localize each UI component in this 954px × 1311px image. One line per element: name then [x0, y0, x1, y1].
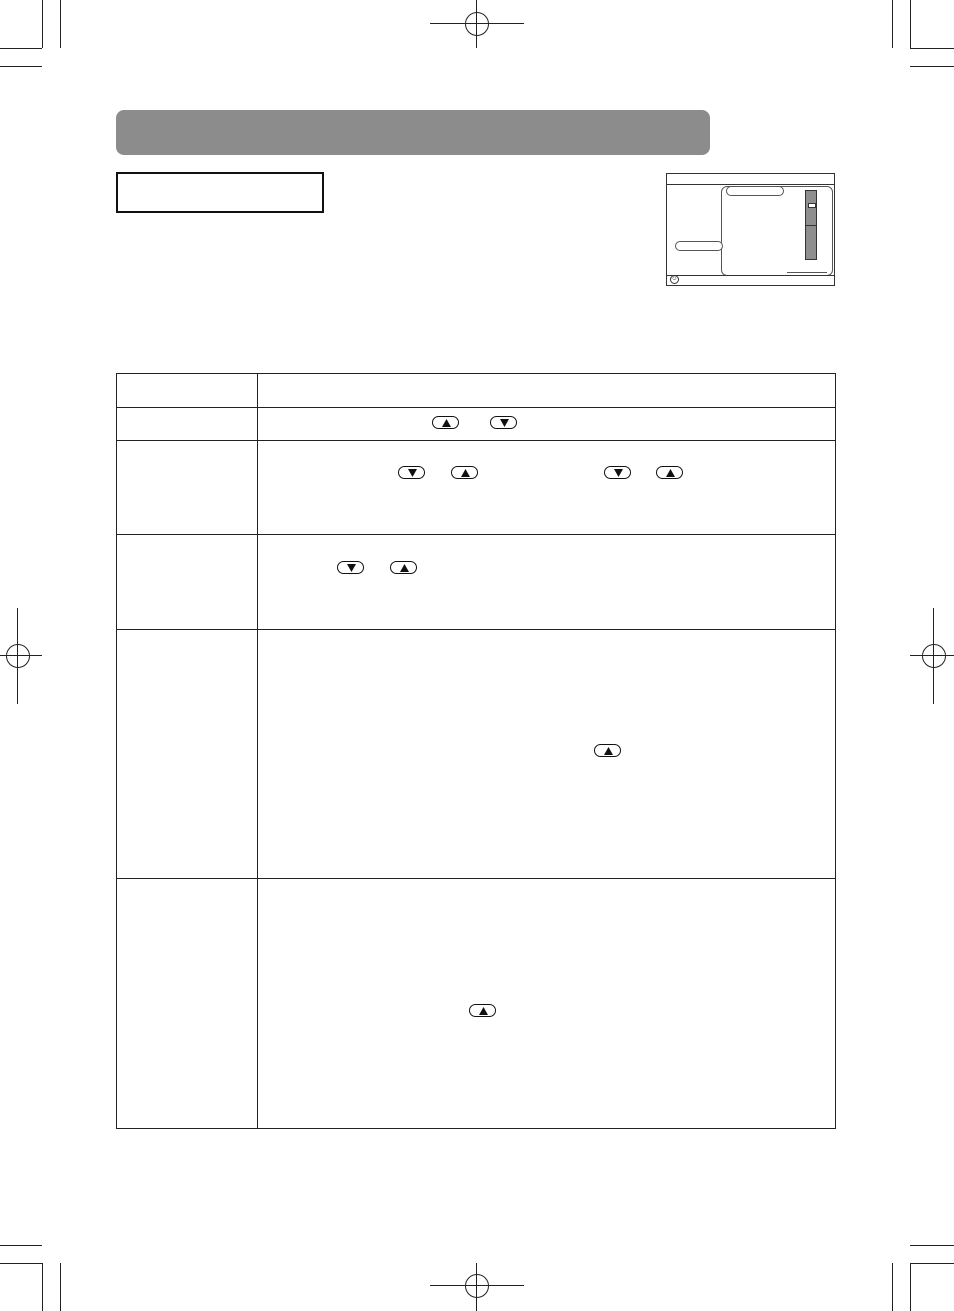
table-header-row: [117, 374, 835, 407]
thumbnail-selected-item: [726, 186, 784, 196]
registration-mark-bottom: [430, 1263, 524, 1311]
registration-mark-right: [910, 608, 954, 704]
section-banner: [116, 110, 710, 155]
up-arrow-key-icon: [656, 466, 683, 479]
down-arrow-key-icon: [490, 416, 517, 429]
menu-screen-thumbnail: [666, 173, 835, 286]
table-row: [117, 630, 835, 878]
registration-mark-left: [0, 608, 42, 704]
up-arrow-key-icon: [390, 561, 417, 574]
menu-label-box: [116, 172, 324, 213]
up-arrow-key-icon: [432, 416, 459, 429]
up-arrow-key-icon: [469, 1004, 496, 1017]
thumbnail-status-bar: [667, 275, 834, 285]
down-arrow-key-icon: [337, 561, 364, 574]
up-arrow-key-icon: [451, 466, 478, 479]
table-row: [117, 441, 835, 534]
up-arrow-key-icon: [594, 744, 621, 757]
thumbnail-divider: [787, 272, 827, 273]
registration-mark-top: [430, 0, 524, 48]
down-arrow-key-icon: [398, 466, 425, 479]
thumbnail-menu-item: [675, 241, 723, 251]
table-row: [117, 408, 835, 440]
thumbnail-slider: [805, 190, 817, 260]
down-arrow-key-icon: [604, 466, 631, 479]
thumbnail-title-bar: [667, 174, 834, 185]
table-row: [117, 535, 835, 629]
thumbnail-corner-icon: ☺: [671, 276, 678, 282]
